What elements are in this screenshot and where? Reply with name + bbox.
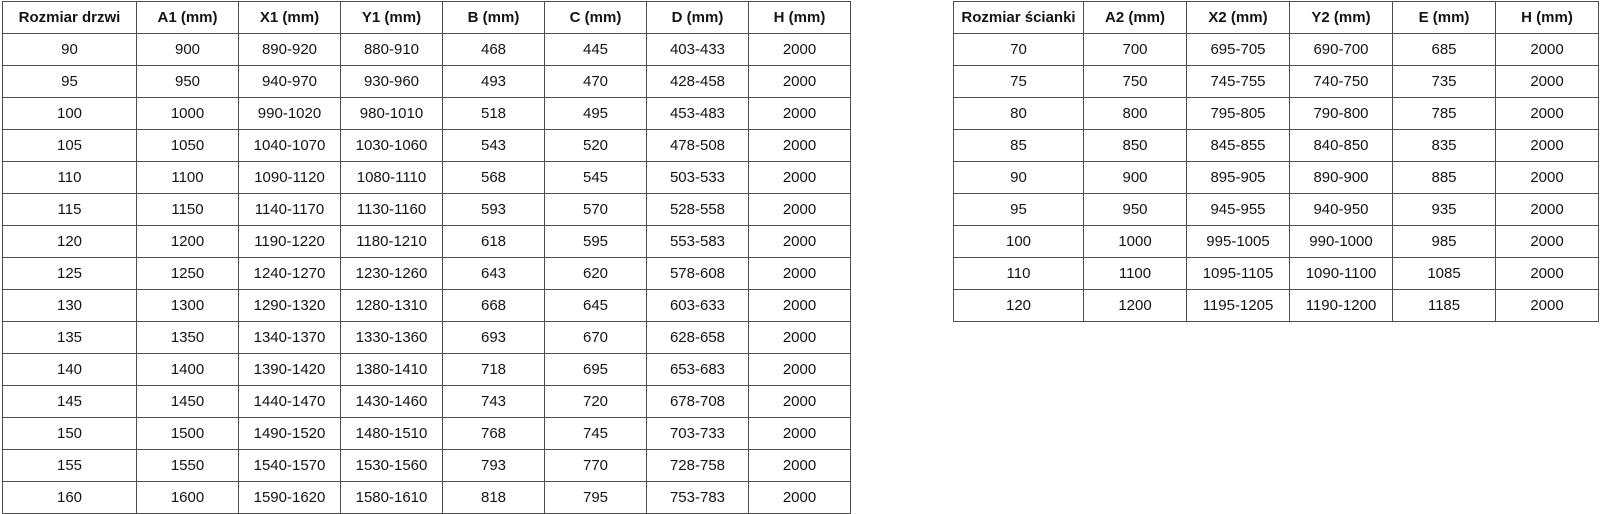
table-cell: 2000 — [749, 226, 851, 258]
table-cell: 100 — [3, 98, 137, 130]
column-header: A1 (mm) — [137, 2, 239, 34]
table-cell: 950 — [1084, 194, 1187, 226]
table-cell: 785 — [1393, 98, 1496, 130]
table-cell: 1180-1210 — [341, 226, 443, 258]
column-header: Rozmiar ścianki — [954, 2, 1084, 34]
table-cell: 1430-1460 — [341, 386, 443, 418]
table-cell: 80 — [954, 98, 1084, 130]
table-cell: 835 — [1393, 130, 1496, 162]
table-cell: 1230-1260 — [341, 258, 443, 290]
table-cell: 770 — [545, 450, 647, 482]
table-cell: 1200 — [1084, 290, 1187, 322]
table-cell: 160 — [3, 482, 137, 514]
table-cell: 528-558 — [647, 194, 749, 226]
table-cell: 503-533 — [647, 162, 749, 194]
table-cell: 105 — [3, 130, 137, 162]
table-row — [954, 194, 1599, 226]
table-cell: 618 — [443, 226, 545, 258]
table-cell: 90 — [3, 34, 137, 66]
table-cell: 95 — [954, 194, 1084, 226]
column-header: X2 (mm) — [1187, 2, 1290, 34]
table-cell: 2000 — [1496, 98, 1599, 130]
table-row — [3, 98, 851, 130]
table-cell: 470 — [545, 66, 647, 98]
table-cell: 120 — [3, 226, 137, 258]
table-row — [954, 66, 1599, 98]
table-cell: 110 — [954, 258, 1084, 290]
table-cell: 453-483 — [647, 98, 749, 130]
table-row — [3, 482, 851, 514]
table-cell: 1000 — [137, 98, 239, 130]
table-cell: 1190-1200 — [1290, 290, 1393, 322]
table-cell: 628-658 — [647, 322, 749, 354]
table-cell: 150 — [3, 418, 137, 450]
table-cell: 1195-1205 — [1187, 290, 1290, 322]
table-cell: 545 — [545, 162, 647, 194]
table-cell: 950 — [137, 66, 239, 98]
table-row — [3, 258, 851, 290]
table-row — [3, 66, 851, 98]
table-row — [3, 226, 851, 258]
table-cell: 720 — [545, 386, 647, 418]
column-header: Rozmiar drzwi — [3, 2, 137, 34]
table-cell: 845-855 — [1187, 130, 1290, 162]
table-cell: 595 — [545, 226, 647, 258]
column-header: A2 (mm) — [1084, 2, 1187, 34]
table-cell: 700 — [1084, 34, 1187, 66]
table-cell: 645 — [545, 290, 647, 322]
table-cell: 1100 — [137, 162, 239, 194]
column-header: H (mm) — [1496, 2, 1599, 34]
header-row — [3, 2, 851, 34]
table-cell: 1330-1360 — [341, 322, 443, 354]
table-cell: 690-700 — [1290, 34, 1393, 66]
column-header: Y2 (mm) — [1290, 2, 1393, 34]
table-row — [954, 226, 1599, 258]
table-cell: 543 — [443, 130, 545, 162]
table-cell: 110 — [3, 162, 137, 194]
table-cell: 740-750 — [1290, 66, 1393, 98]
table-cell: 1480-1510 — [341, 418, 443, 450]
table-cell: 1440-1470 — [239, 386, 341, 418]
table-cell: 403-433 — [647, 34, 749, 66]
table-row — [3, 194, 851, 226]
table-cell: 750 — [1084, 66, 1187, 98]
table-cell: 1250 — [137, 258, 239, 290]
table-cell: 653-683 — [647, 354, 749, 386]
table-cell: 990-1000 — [1290, 226, 1393, 258]
table-cell: 553-583 — [647, 226, 749, 258]
table-cell: 493 — [443, 66, 545, 98]
table-row — [954, 34, 1599, 66]
table-cell: 745 — [545, 418, 647, 450]
table-cell: 2000 — [1496, 66, 1599, 98]
table-cell: 895-905 — [1187, 162, 1290, 194]
table-cell: 520 — [545, 130, 647, 162]
table-cell: 900 — [137, 34, 239, 66]
table-cell: 980-1010 — [341, 98, 443, 130]
table-cell: 885 — [1393, 162, 1496, 194]
header-row — [954, 2, 1599, 34]
table-cell: 1540-1570 — [239, 450, 341, 482]
table-cell: 890-900 — [1290, 162, 1393, 194]
table-cell: 1390-1420 — [239, 354, 341, 386]
table-cell: 1200 — [137, 226, 239, 258]
column-header: E (mm) — [1393, 2, 1496, 34]
table-cell: 1280-1310 — [341, 290, 443, 322]
table-cell: 1090-1100 — [1290, 258, 1393, 290]
table-cell: 940-970 — [239, 66, 341, 98]
table-cell: 2000 — [1496, 290, 1599, 322]
table-cell: 693 — [443, 322, 545, 354]
table-row — [3, 418, 851, 450]
table-cell: 155 — [3, 450, 137, 482]
table-cell: 85 — [954, 130, 1084, 162]
table-cell: 735 — [1393, 66, 1496, 98]
table-row — [3, 34, 851, 66]
table-cell: 90 — [954, 162, 1084, 194]
table-row — [954, 162, 1599, 194]
table-row — [954, 258, 1599, 290]
table-cell: 880-910 — [341, 34, 443, 66]
table-row — [954, 290, 1599, 322]
table-cell: 703-733 — [647, 418, 749, 450]
table-cell: 1085 — [1393, 258, 1496, 290]
table-cell: 1350 — [137, 322, 239, 354]
table-cell: 2000 — [1496, 34, 1599, 66]
table-cell: 945-955 — [1187, 194, 1290, 226]
table-cell: 2000 — [1496, 194, 1599, 226]
table-cell: 718 — [443, 354, 545, 386]
table-row — [3, 162, 851, 194]
table-cell: 428-458 — [647, 66, 749, 98]
table-cell: 768 — [443, 418, 545, 450]
table-cell: 643 — [443, 258, 545, 290]
table-cell: 743 — [443, 386, 545, 418]
table-cell: 115 — [3, 194, 137, 226]
column-header: H (mm) — [749, 2, 851, 34]
table-cell: 2000 — [749, 354, 851, 386]
table-cell: 670 — [545, 322, 647, 354]
table-cell: 2000 — [749, 290, 851, 322]
table-cell: 685 — [1393, 34, 1496, 66]
table-cell: 75 — [954, 66, 1084, 98]
table-cell: 2000 — [749, 322, 851, 354]
table-cell: 495 — [545, 98, 647, 130]
table-cell: 1150 — [137, 194, 239, 226]
table-cell: 1090-1120 — [239, 162, 341, 194]
table-cell: 1550 — [137, 450, 239, 482]
table-cell: 818 — [443, 482, 545, 514]
table-cell: 568 — [443, 162, 545, 194]
table-cell: 120 — [954, 290, 1084, 322]
table-row — [3, 290, 851, 322]
table-cell: 935 — [1393, 194, 1496, 226]
table-cell: 753-783 — [647, 482, 749, 514]
table-cell: 1080-1110 — [341, 162, 443, 194]
table-cell: 2000 — [749, 98, 851, 130]
table-cell: 593 — [443, 194, 545, 226]
table-row — [3, 450, 851, 482]
table-cell: 2000 — [1496, 226, 1599, 258]
table-cell: 995-1005 — [1187, 226, 1290, 258]
table-cell: 695 — [545, 354, 647, 386]
table-cell: 1600 — [137, 482, 239, 514]
table-cell: 985 — [1393, 226, 1496, 258]
table-cell: 2000 — [749, 482, 851, 514]
table-row — [3, 386, 851, 418]
table-cell: 1340-1370 — [239, 322, 341, 354]
table-cell: 1140-1170 — [239, 194, 341, 226]
table-cell: 468 — [443, 34, 545, 66]
table-cell: 793 — [443, 450, 545, 482]
table-cell: 2000 — [749, 130, 851, 162]
table-cell: 1185 — [1393, 290, 1496, 322]
table-cell: 1050 — [137, 130, 239, 162]
table-row — [954, 98, 1599, 130]
table-cell: 2000 — [749, 162, 851, 194]
table-cell: 2000 — [749, 386, 851, 418]
table-cell: 728-758 — [647, 450, 749, 482]
table-cell: 940-950 — [1290, 194, 1393, 226]
table-cell: 900 — [1084, 162, 1187, 194]
table-cell: 890-920 — [239, 34, 341, 66]
table-cell: 2000 — [1496, 162, 1599, 194]
table-cell: 1300 — [137, 290, 239, 322]
table-cell: 840-850 — [1290, 130, 1393, 162]
door-sizes-table — [2, 1, 851, 514]
table-cell: 478-508 — [647, 130, 749, 162]
table-cell: 800 — [1084, 98, 1187, 130]
table-cell: 678-708 — [647, 386, 749, 418]
column-header: B (mm) — [443, 2, 545, 34]
table-cell: 795-805 — [1187, 98, 1290, 130]
table-cell: 1530-1560 — [341, 450, 443, 482]
table-cell: 620 — [545, 258, 647, 290]
table-cell: 135 — [3, 322, 137, 354]
table-row — [3, 322, 851, 354]
table-cell: 2000 — [749, 258, 851, 290]
table-cell: 100 — [954, 226, 1084, 258]
table-cell: 2000 — [749, 450, 851, 482]
table-cell: 445 — [545, 34, 647, 66]
table-cell: 790-800 — [1290, 98, 1393, 130]
table-cell: 668 — [443, 290, 545, 322]
table-cell: 1040-1070 — [239, 130, 341, 162]
table-cell: 1030-1060 — [341, 130, 443, 162]
table-cell: 2000 — [749, 418, 851, 450]
table-cell: 125 — [3, 258, 137, 290]
table-cell: 850 — [1084, 130, 1187, 162]
table-cell: 1290-1320 — [239, 290, 341, 322]
table-cell: 70 — [954, 34, 1084, 66]
wall-panel-sizes-table — [953, 1, 1599, 322]
table-cell: 695-705 — [1187, 34, 1290, 66]
table-cell: 1400 — [137, 354, 239, 386]
table-cell: 930-960 — [341, 66, 443, 98]
table-cell: 2000 — [1496, 258, 1599, 290]
table-cell: 578-608 — [647, 258, 749, 290]
table-cell: 1590-1620 — [239, 482, 341, 514]
table-cell: 1000 — [1084, 226, 1187, 258]
table-cell: 1190-1220 — [239, 226, 341, 258]
table-cell: 1130-1160 — [341, 194, 443, 226]
table-row — [3, 354, 851, 386]
table-row — [954, 130, 1599, 162]
table-cell: 1095-1105 — [1187, 258, 1290, 290]
column-header: Y1 (mm) — [341, 2, 443, 34]
table-cell: 2000 — [1496, 130, 1599, 162]
table-cell: 140 — [3, 354, 137, 386]
table-row — [3, 130, 851, 162]
table-cell: 2000 — [749, 34, 851, 66]
table-cell: 2000 — [749, 66, 851, 98]
table-cell: 145 — [3, 386, 137, 418]
table-cell: 518 — [443, 98, 545, 130]
table-cell: 95 — [3, 66, 137, 98]
table-cell: 1580-1610 — [341, 482, 443, 514]
table-cell: 130 — [3, 290, 137, 322]
table-cell: 2000 — [749, 194, 851, 226]
table-cell: 1490-1520 — [239, 418, 341, 450]
table-cell: 1500 — [137, 418, 239, 450]
table-cell: 1380-1410 — [341, 354, 443, 386]
table-cell: 1240-1270 — [239, 258, 341, 290]
column-header: D (mm) — [647, 2, 749, 34]
column-header: X1 (mm) — [239, 2, 341, 34]
table-cell: 1450 — [137, 386, 239, 418]
table-cell: 990-1020 — [239, 98, 341, 130]
table-cell: 603-633 — [647, 290, 749, 322]
table-cell: 1100 — [1084, 258, 1187, 290]
table-cell: 745-755 — [1187, 66, 1290, 98]
column-header: C (mm) — [545, 2, 647, 34]
table-cell: 795 — [545, 482, 647, 514]
table-cell: 570 — [545, 194, 647, 226]
